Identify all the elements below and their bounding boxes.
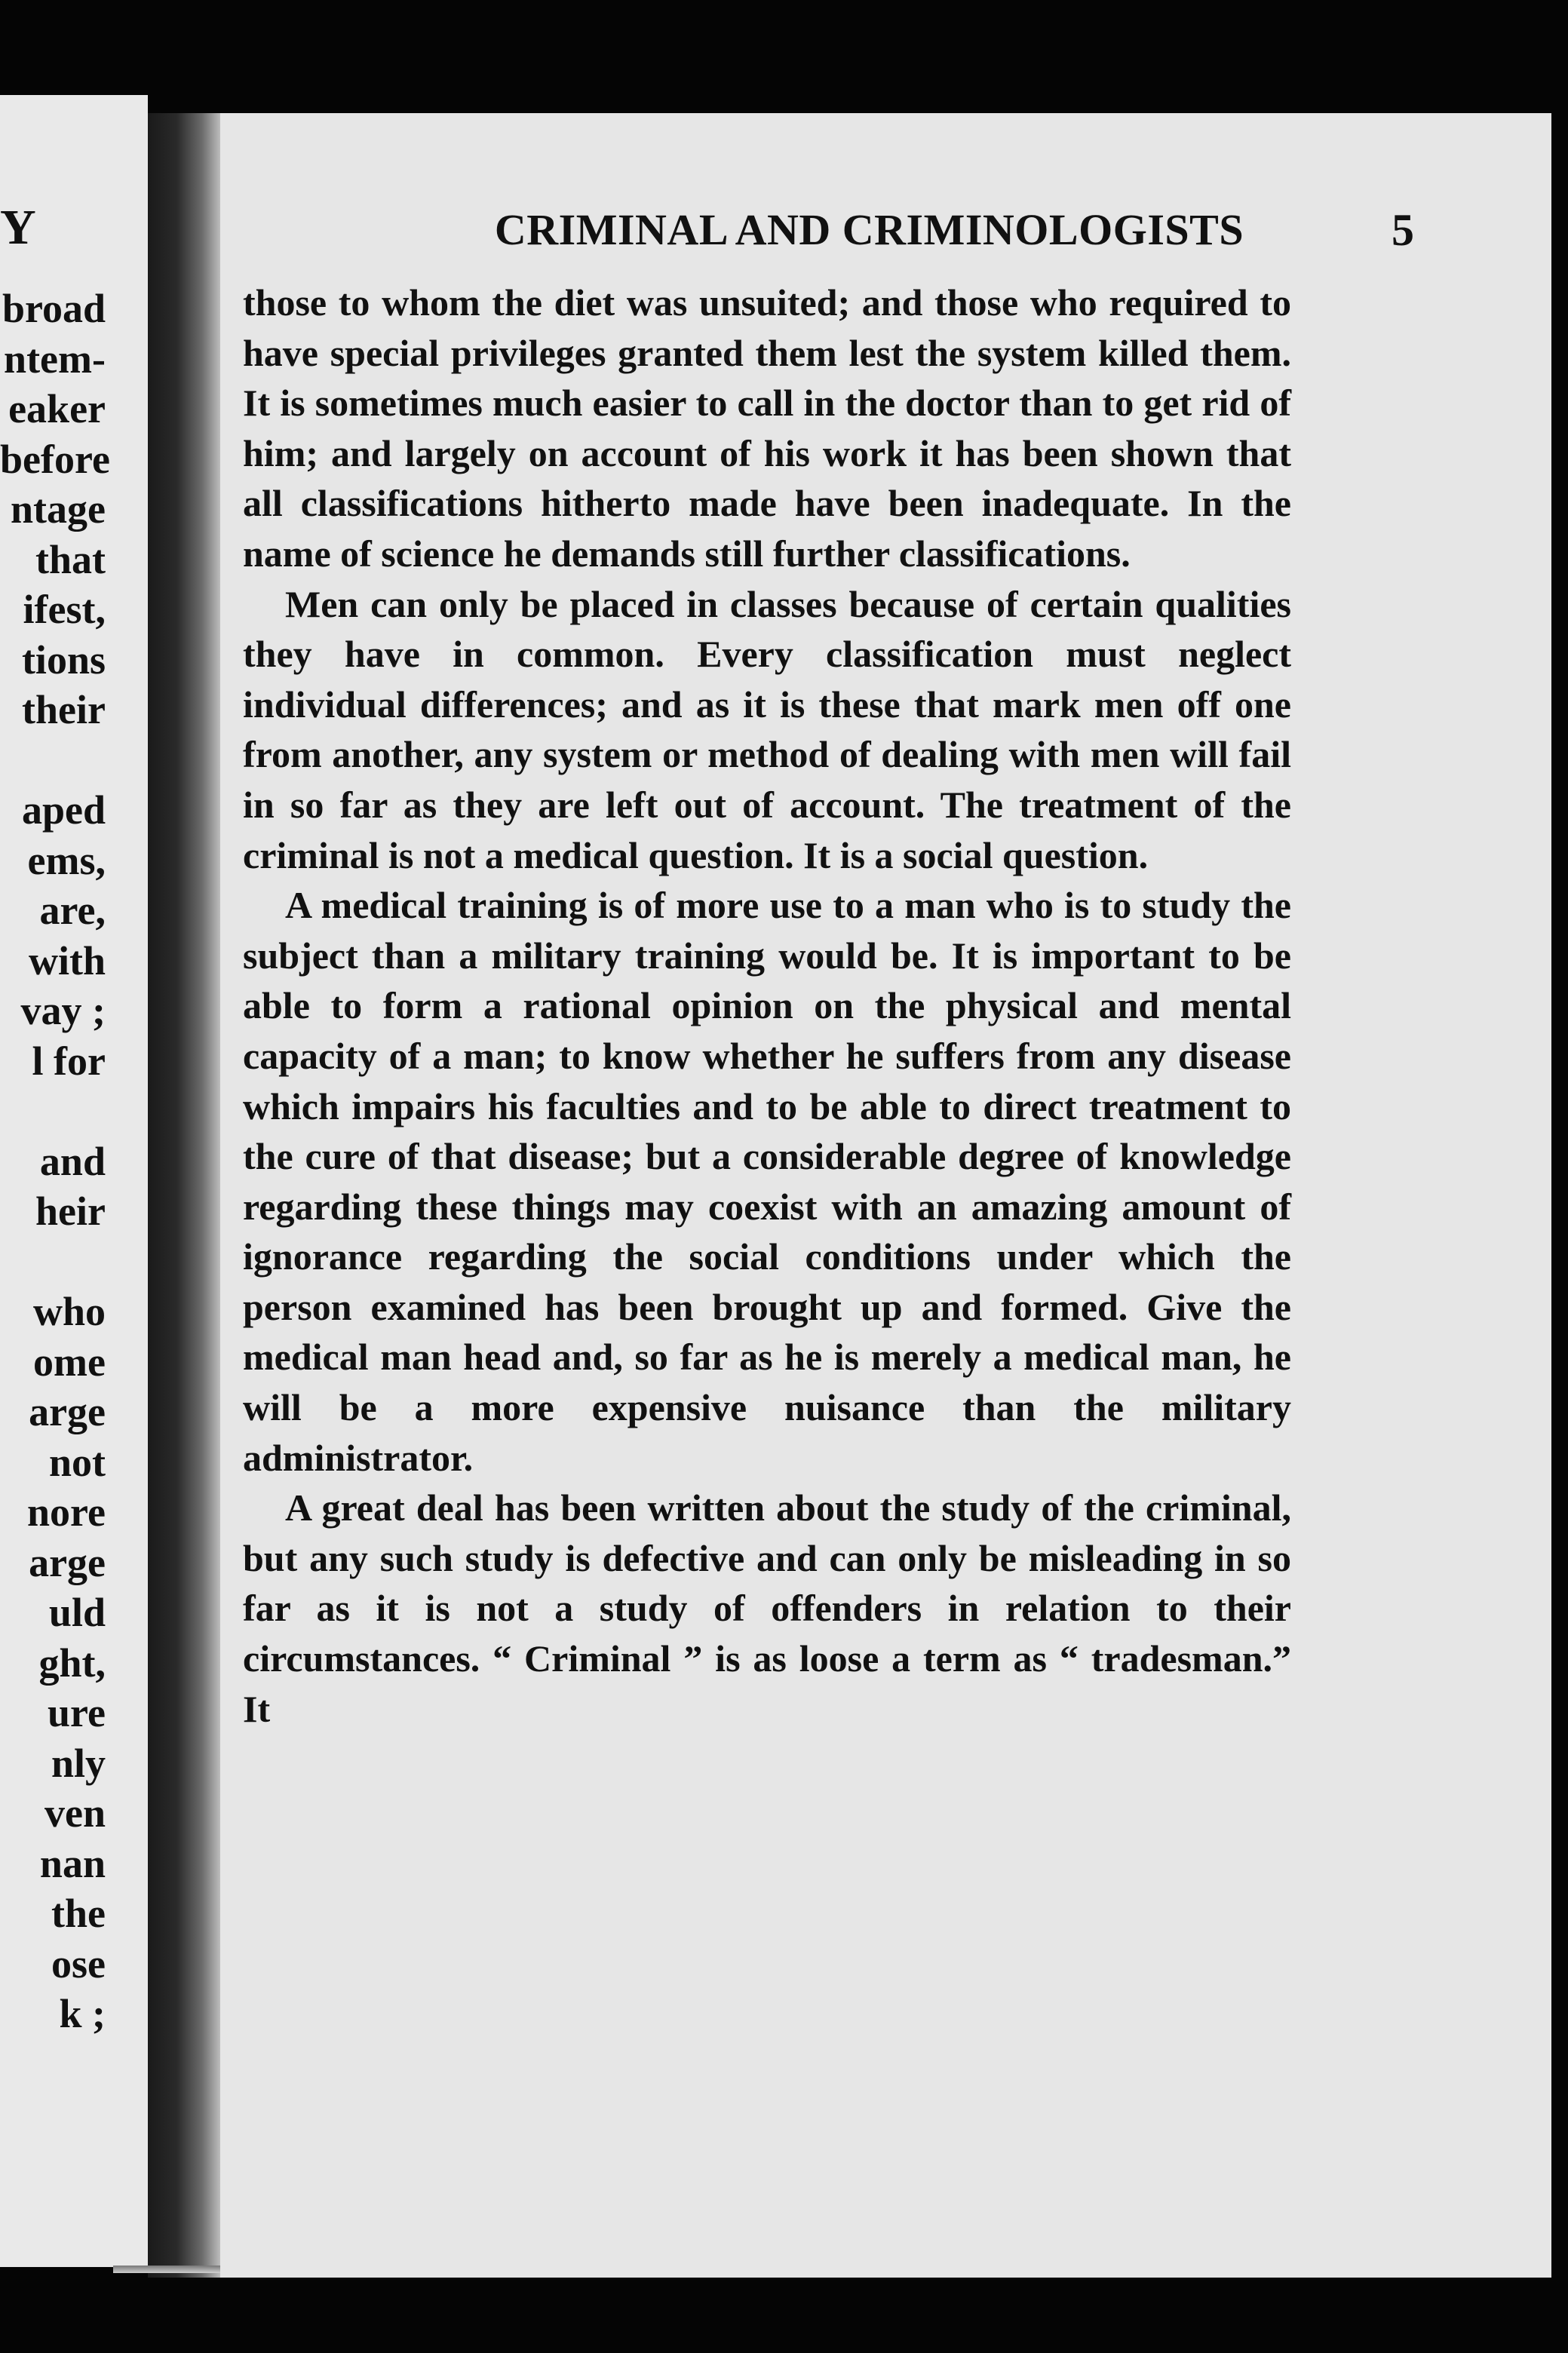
facing-page [0,95,148,2267]
facing-page-line: that [35,536,106,582]
facing-page-line: tions [21,637,106,683]
page-header [366,200,1520,260]
paragraph: Men can only be placed in classes because of certain qualities they have in common. Every classification must neglect individual differences; and as it is these that mark men off one from another, any system or method of dealing with men will fail in so far as they are left out of account. The treatment of the criminal is not a medical question. It is a social question. [243,582,1291,876]
book-gutter [148,113,220,2278]
facing-page-line: nore [27,1489,106,1535]
facing-page-text [0,284,110,2039]
book-page [220,113,1551,2278]
facing-page-line: nan [39,1840,106,1886]
page-number: 5 [1392,205,1414,255]
facing-page-line: eaker [8,386,106,431]
paragraph: A medical training is of more use to a man who is to study the subject than a military training would be. It is important to be able to form a rational opinion on the physical and mental capacity of a man; to know whether he suffers from any disease which impairs his faculties and to be able to direct treatment to the cure of that disease; but a considerable degree of knowledge regarding these things may coexist with an amazing amount of ignorance regarding the social conditions under which the person examined has been brought up and formed. Give the medical man head and, so far as he is merely a medical man, he will be a more expensive nuisance than the military administrator. [243,884,1291,1479]
facing-page-line: k ; [59,1991,106,2036]
paragraph: A great deal has been written about the study of the criminal, but any such study is defective and can only be misleading in so far as it is not a study of offenders in relation to their circumstances. “ Criminal ” is as loose a term as “ tradesman.” It [243,1486,1291,1730]
facing-page-line: their [22,687,106,732]
facing-page-line: nly [51,1740,106,1786]
facing-page-line: the [51,1891,106,1936]
facing-page-line: ome [33,1339,106,1385]
facing-page-line [0,735,106,786]
facing-page-line: ven [44,1790,106,1836]
facing-page-line: who [32,1289,106,1334]
facing-page-line: ose [51,1940,106,1986]
facing-page-line: ntage [11,486,106,532]
facing-page-line: with [28,937,106,983]
facing-page-line: arge [29,1539,106,1585]
facing-page-line: l for [32,1038,106,1084]
running-title: CRIMINAL AND CRIMINOLOGISTS [494,205,1244,254]
facing-page-line: ems, [27,837,106,883]
facing-page-line: ifest, [23,587,106,632]
body-text [243,278,1291,1734]
facing-page-line: vay ; [20,988,106,1033]
facing-page-line: broad [2,286,106,331]
facing-page-line: and [39,1138,106,1184]
facing-page-line: uld [48,1590,106,1635]
facing-page-line: aped [21,787,106,833]
facing-page-line: ntem- [4,336,106,382]
facing-page-line [0,1086,106,1137]
facing-page-line: before [0,436,110,482]
facing-page-line: ure [48,1690,106,1735]
facing-page-line: ght, [38,1640,106,1686]
facing-page-line: heir [35,1189,106,1234]
facing-page-running-head: Y [0,200,36,255]
paragraph: those to whom the diet was unsuited; and those who required to have special privileges granted them lest the system killed them. It is sometimes much easier to call in the doctor than to get rid of him; and largely on account of his work it has been shown that all classifications hitherto made have been inadequate. In the name of science he demands still further classifications. [243,281,1291,575]
facing-page-line: not [48,1439,106,1485]
facing-page-line: are, [39,888,106,933]
facing-page-line [0,1237,106,1287]
facing-page-line: arge [29,1389,106,1434]
